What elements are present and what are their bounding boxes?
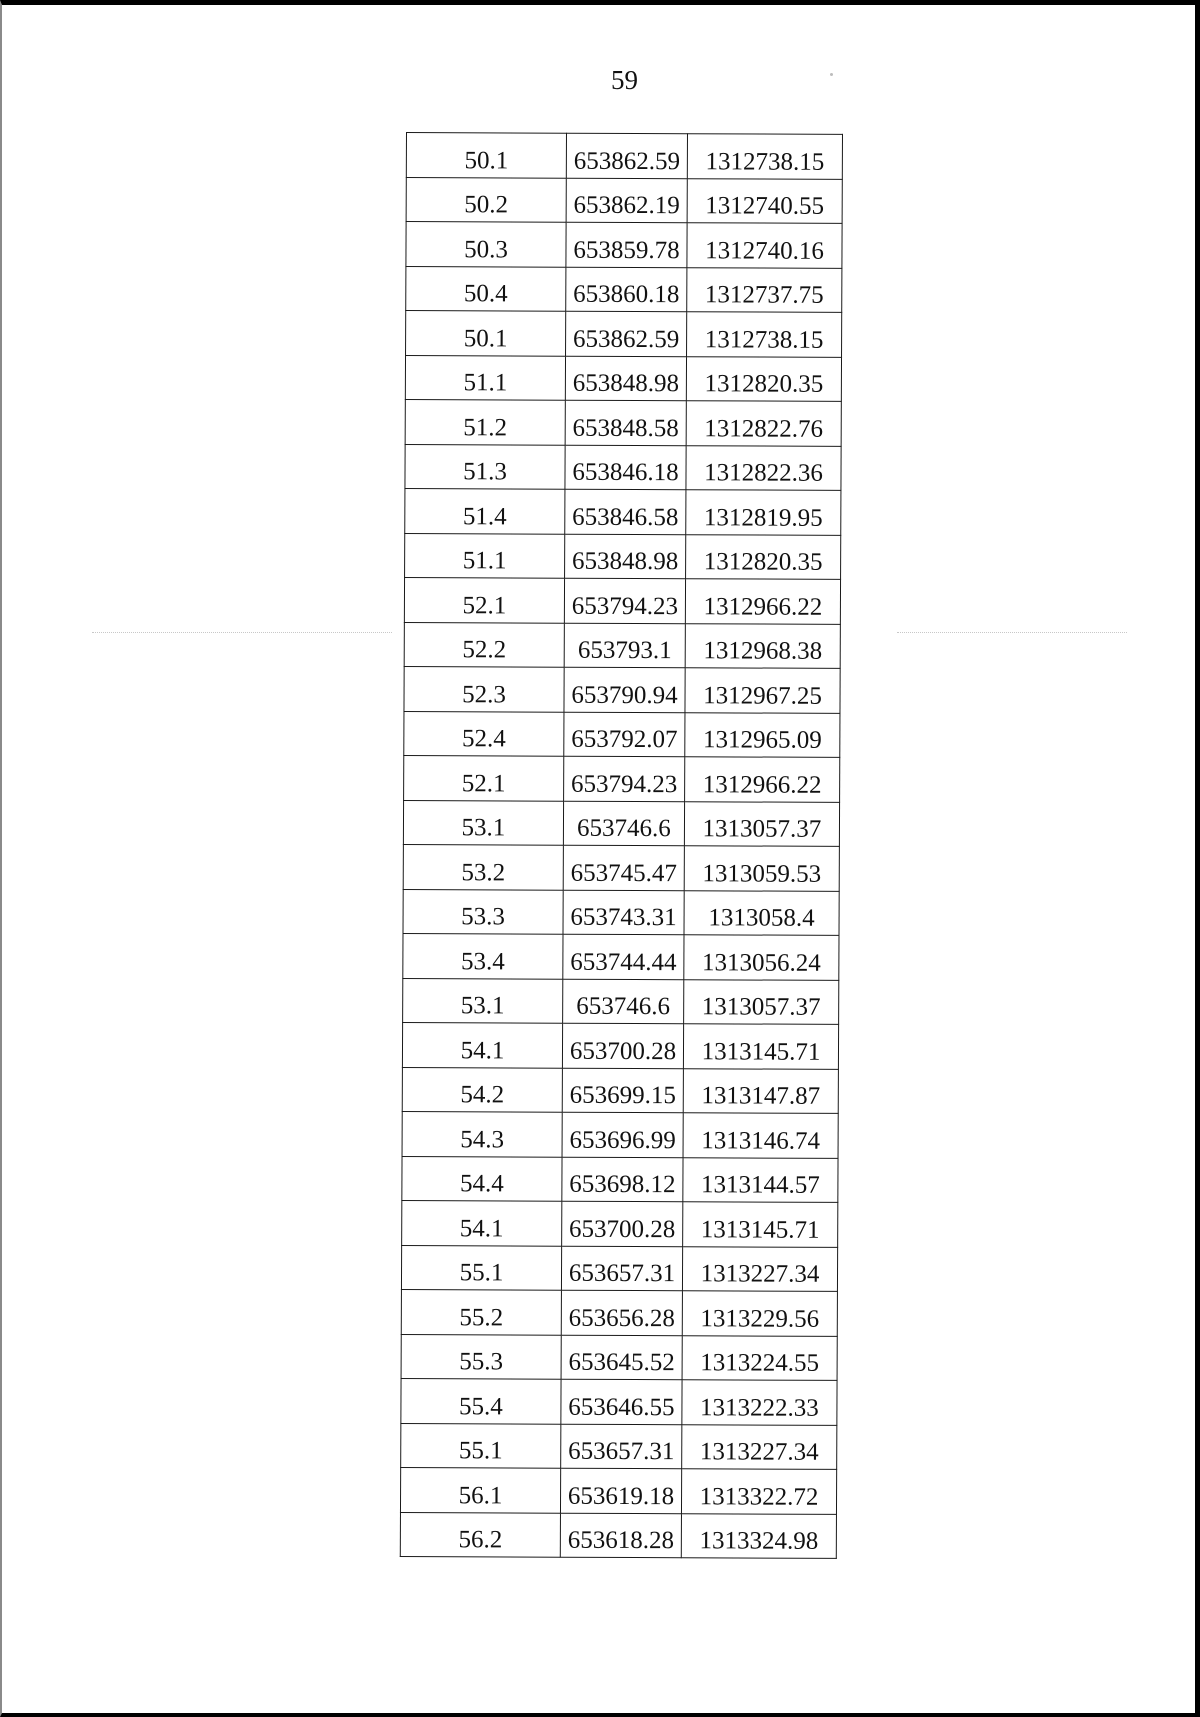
x-coordinate-cell: 653862.19 <box>566 178 687 223</box>
y-coordinate-cell: 1312968.38 <box>685 623 840 668</box>
table-row <box>405 444 841 490</box>
table-row <box>405 488 841 534</box>
x-coordinate-cell: 653657.31 <box>561 1246 682 1291</box>
point-id-cell: 52.4 <box>404 711 564 756</box>
point-id-cell: 55.1 <box>401 1245 561 1290</box>
y-coordinate-cell: 1312740.55 <box>687 178 842 223</box>
y-coordinate-cell: 1312822.76 <box>686 401 841 446</box>
x-coordinate-cell: 653862.59 <box>566 133 687 178</box>
y-coordinate-cell: 1313322.72 <box>681 1469 836 1514</box>
x-coordinate-cell: 653860.18 <box>566 267 687 312</box>
y-coordinate-cell: 1313057.37 <box>684 801 839 846</box>
y-coordinate-cell: 1312967.25 <box>685 668 840 713</box>
y-coordinate-cell: 1312820.35 <box>686 534 841 579</box>
x-coordinate-cell: 653618.28 <box>560 1513 681 1558</box>
scan-dotted-line-right <box>897 632 1127 634</box>
y-coordinate-cell: 1312737.75 <box>687 267 842 312</box>
coordinates-table <box>400 132 843 1559</box>
x-coordinate-cell: 653794.23 <box>564 756 685 801</box>
x-coordinate-cell: 653698.12 <box>562 1157 683 1202</box>
y-coordinate-cell: 1312738.15 <box>687 312 842 357</box>
table-row <box>400 1512 836 1558</box>
table-row <box>406 133 842 179</box>
point-id-cell: 51.1 <box>405 355 565 400</box>
point-id-cell: 55.2 <box>401 1289 561 1334</box>
y-coordinate-cell: 1312965.09 <box>685 712 840 757</box>
table-row <box>404 666 840 712</box>
x-coordinate-cell: 653848.98 <box>565 356 686 401</box>
point-id-cell: 53.3 <box>403 889 563 934</box>
table-row <box>401 1245 837 1291</box>
table-row <box>404 711 840 757</box>
x-coordinate-cell: 653848.58 <box>565 400 686 445</box>
y-coordinate-cell: 1313229.56 <box>682 1291 837 1336</box>
table-row <box>401 1334 837 1380</box>
y-coordinate-cell: 1312820.35 <box>686 356 841 401</box>
table-row <box>404 577 840 623</box>
point-id-cell: 50.1 <box>406 133 566 178</box>
x-coordinate-cell: 653794.23 <box>564 578 685 623</box>
x-coordinate-cell: 653696.99 <box>562 1112 683 1157</box>
table-row <box>403 933 839 979</box>
y-coordinate-cell: 1313222.33 <box>682 1380 837 1425</box>
point-id-cell: 53.1 <box>403 978 563 1023</box>
y-coordinate-cell: 1313144.57 <box>683 1157 838 1202</box>
x-coordinate-cell: 653619.18 <box>560 1468 681 1513</box>
x-coordinate-cell: 653743.31 <box>563 890 684 935</box>
x-coordinate-cell: 653700.28 <box>562 1023 683 1068</box>
x-coordinate-cell: 653790.94 <box>564 667 685 712</box>
table-row <box>406 222 842 268</box>
point-id-cell: 51.4 <box>405 488 565 533</box>
page-number: 59 <box>611 65 638 95</box>
y-coordinate-cell: 1313058.4 <box>684 890 839 935</box>
y-coordinate-cell: 1313059.53 <box>684 846 839 891</box>
x-coordinate-cell: 653656.28 <box>561 1290 682 1335</box>
x-coordinate-cell: 653700.28 <box>562 1201 683 1246</box>
x-coordinate-cell: 653657.31 <box>561 1424 682 1469</box>
point-id-cell: 54.3 <box>402 1111 562 1156</box>
table-row <box>401 1378 837 1424</box>
table-row <box>405 399 841 445</box>
point-id-cell: 54.4 <box>402 1156 562 1201</box>
point-id-cell: 54.2 <box>402 1067 562 1112</box>
table-row <box>400 1467 836 1513</box>
y-coordinate-cell: 1312966.22 <box>685 579 840 624</box>
point-id-cell: 56.1 <box>400 1467 560 1512</box>
point-id-cell: 54.1 <box>402 1200 562 1245</box>
scan-dotted-line-left <box>92 632 392 634</box>
y-coordinate-cell: 1313227.34 <box>682 1424 837 1469</box>
scan-speck <box>830 73 833 76</box>
x-coordinate-cell: 653744.44 <box>563 934 684 979</box>
y-coordinate-cell: 1313324.98 <box>681 1513 836 1558</box>
x-coordinate-cell: 653846.18 <box>565 445 686 490</box>
y-coordinate-cell: 1312822.36 <box>686 445 841 490</box>
x-coordinate-cell: 653793.1 <box>564 623 685 668</box>
point-id-cell: 52.1 <box>404 577 564 622</box>
table-row <box>405 533 841 579</box>
x-coordinate-cell: 653859.78 <box>566 222 687 267</box>
point-id-cell: 50.1 <box>406 311 566 356</box>
x-coordinate-cell: 653848.98 <box>565 534 686 579</box>
point-id-cell: 50.2 <box>406 177 566 222</box>
table-row <box>403 889 839 935</box>
point-id-cell: 53.1 <box>403 800 563 845</box>
x-coordinate-cell: 653792.07 <box>564 712 685 757</box>
table-row <box>404 622 840 668</box>
table-row <box>403 844 839 890</box>
y-coordinate-cell: 1313146.74 <box>683 1113 838 1158</box>
table-row <box>406 177 842 223</box>
point-id-cell: 51.3 <box>405 444 565 489</box>
point-id-cell: 50.3 <box>406 222 566 267</box>
y-coordinate-cell: 1313227.34 <box>682 1246 837 1291</box>
table-row <box>402 1111 838 1157</box>
x-coordinate-cell: 653746.6 <box>563 801 684 846</box>
y-coordinate-cell: 1313145.71 <box>683 1202 838 1247</box>
x-coordinate-cell: 653699.15 <box>562 1068 683 1113</box>
point-id-cell: 51.1 <box>405 533 565 578</box>
x-coordinate-cell: 653745.47 <box>563 845 684 890</box>
x-coordinate-cell: 653862.59 <box>566 311 687 356</box>
table-row <box>406 266 842 312</box>
x-coordinate-cell: 653646.55 <box>561 1379 682 1424</box>
point-id-cell: 56.2 <box>400 1512 560 1557</box>
table-row <box>405 355 841 401</box>
y-coordinate-cell: 1313224.55 <box>682 1335 837 1380</box>
point-id-cell: 55.1 <box>401 1423 561 1468</box>
point-id-cell: 52.1 <box>404 755 564 800</box>
point-id-cell: 53.2 <box>403 844 563 889</box>
table-row <box>402 1156 838 1202</box>
point-id-cell: 51.2 <box>405 399 565 444</box>
y-coordinate-cell: 1312819.95 <box>686 490 841 535</box>
y-coordinate-cell: 1313147.87 <box>683 1068 838 1113</box>
point-id-cell: 52.3 <box>404 666 564 711</box>
y-coordinate-cell: 1313056.24 <box>684 935 839 980</box>
table-row <box>403 800 839 846</box>
y-coordinate-cell: 1312738.15 <box>687 134 842 179</box>
table-row <box>401 1423 837 1469</box>
y-coordinate-cell: 1312966.22 <box>685 757 840 802</box>
y-coordinate-cell: 1313057.37 <box>684 979 839 1024</box>
point-id-cell: 53.4 <box>403 933 563 978</box>
point-id-cell: 55.4 <box>401 1378 561 1423</box>
table-row <box>404 755 840 801</box>
table-row <box>402 1022 838 1068</box>
y-coordinate-cell: 1313145.71 <box>683 1024 838 1069</box>
table-row <box>402 1200 838 1246</box>
y-coordinate-cell: 1312740.16 <box>687 223 842 268</box>
point-id-cell: 50.4 <box>406 266 566 311</box>
coordinates-table-body <box>400 133 842 1559</box>
point-id-cell: 55.3 <box>401 1334 561 1379</box>
table-row <box>406 311 842 357</box>
table-row <box>403 978 839 1024</box>
point-id-cell: 54.1 <box>402 1022 562 1067</box>
point-id-cell: 52.2 <box>404 622 564 667</box>
x-coordinate-cell: 653846.58 <box>565 489 686 534</box>
table-row <box>402 1067 838 1113</box>
x-coordinate-cell: 653746.6 <box>563 979 684 1024</box>
x-coordinate-cell: 653645.52 <box>561 1335 682 1380</box>
table-row <box>401 1289 837 1335</box>
